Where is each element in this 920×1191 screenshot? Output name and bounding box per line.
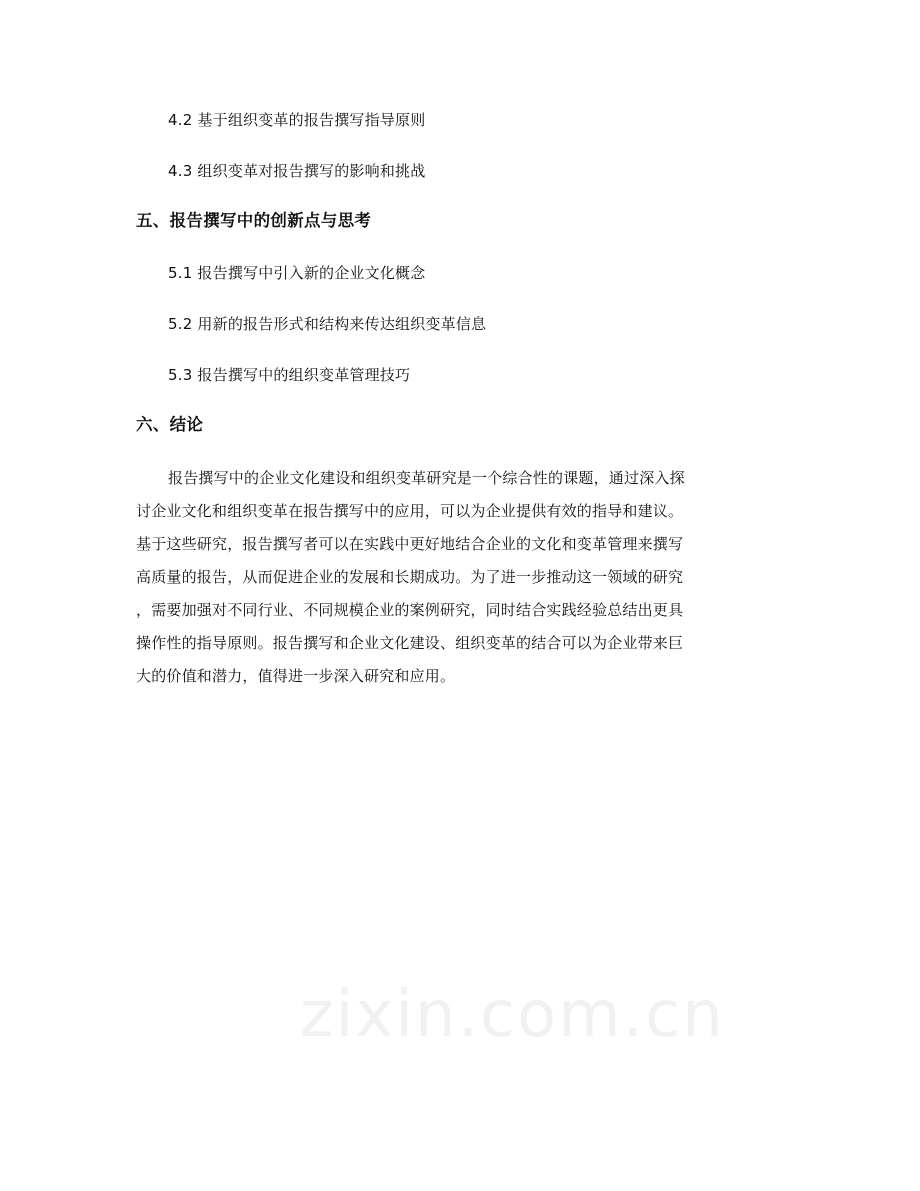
outline-item-4-3: 4.3 组织变革对报告撰写的影响和挑战: [168, 162, 426, 180]
outline-item-5-3: 5.3 报告撰写中的组织变革管理技巧: [168, 366, 411, 384]
conclusion-line: 报告撰写中的企业文化建设和组织变革研究是一个综合性的课题，通过深入探: [168, 469, 685, 487]
conclusion-line: ，需要加强对不同行业、不同规模企业的案例研究，同时结合实践经验总结出更具: [136, 601, 684, 619]
conclusion-line: 基于这些研究，报告撰写者可以在实践中更好地结合企业的文化和变革管理来撰写: [136, 535, 684, 553]
watermark: zixin.com.cn: [300, 978, 725, 1052]
section-6-heading: 六、结论: [136, 415, 204, 434]
outline-item-4-2: 4.2 基于组织变革的报告撰写指导原则: [168, 111, 426, 129]
outline-item-5-2: 5.2 用新的报告形式和结构来传达组织变革信息: [168, 315, 487, 333]
conclusion-line: 操作性的指导原则。报告撰写和企业文化建设、组织变革的结合可以为企业带来巨: [136, 634, 684, 652]
conclusion-line: 高质量的报告，从而促进企业的发展和长期成功。为了进一步推动这一领域的研究: [136, 568, 684, 586]
section-5-heading: 五、报告撰写中的创新点与思考: [136, 211, 372, 230]
conclusion-paragraph: [136, 462, 784, 693]
conclusion-line: 大的价值和潜力，值得进一步深入研究和应用。: [136, 667, 456, 685]
conclusion-line: 讨企业文化和组织变革在报告撰写中的应用，可以为企业提供有效的指导和建议。: [136, 502, 684, 520]
outline-item-5-1: 5.1 报告撰写中引入新的企业文化概念: [168, 264, 426, 282]
